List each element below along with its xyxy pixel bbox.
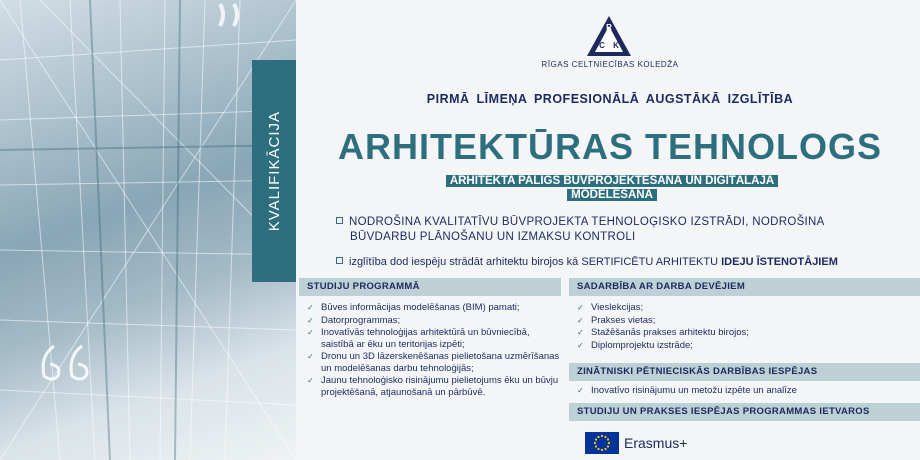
list-item-text: Vieslekcijas; [591,302,644,313]
qualification-label: KVALIFIKĀCIJA [265,110,283,232]
bullet-career-text: izglītība dod iespēju strādāt arhitektu birojos kā SERTIFICĒTU ARHITEKTU [349,256,719,268]
logo-letter-k: K [613,41,619,50]
list-item-text: Datorprogrammas; [321,314,401,326]
list-item [299,375,561,398]
bullet-career [336,255,896,270]
check-icon: ✓ [577,303,584,312]
bullet-quality [336,215,896,245]
list-item [569,340,920,352]
logo-letter-r: R [606,23,612,32]
opportunities-header: STUDIJU UN PRAKSES IESPĒJAS PROGRAMMAS IETVAROS [569,403,920,421]
program-list [299,302,561,399]
list-item-text: Inovatīvo risinājumu un metožu izpēte un analīze [591,385,797,396]
bullet-quality-line-2: BŪVDARBU PLĀNOŠANU UN IZMAKSU KONTROLI [350,231,636,243]
quote-mark-top-icon [214,0,264,40]
subtitle-line-2: MODELĒŠANĀ [567,189,657,201]
eu-flag-icon [585,432,619,454]
check-icon: ✓ [307,328,314,337]
program-header: STUDIJU PROGRAMMĀ [299,278,561,296]
list-item [299,327,561,350]
subtitle [418,174,806,202]
logo-letter-c: C [599,41,605,50]
quote-mark-bottom-icon [32,338,102,398]
erasmus-logo [585,431,715,455]
college-name: RĪGAS CELTNIECĪBAS KOLEDŽA [541,60,679,69]
bullet-career-bold: IDEJU ĪSTENOTĀJIEM [721,256,838,268]
research-list [569,385,920,398]
subtitle-line-1: ARHITEKTA PALĪGS BŪVPROJEKTĒŠANĀ UN DIGITĀLAJĀ [446,175,778,187]
list-item [569,302,920,314]
education-level: PIRMĀ LĪMEŅA PROFESIONĀLĀ AUGSTĀKĀ IZGLĪTĪBA [426,92,794,106]
check-icon: ✓ [307,352,314,361]
research-header: ZINĀTNISKI PĒTNIECISKĀS DARBĪBAS IESPĒJAS [569,363,920,381]
square-bullet-icon [336,217,343,224]
cooperation-header: SADARBĪBA AR DARBA DEVĒJIEM [569,278,920,296]
list-item-text: Dronu un 3D lāzerskenēšanas pielietošana uzmērīšanas un modelēšanas darbu tehnoloģijās; [321,351,560,374]
qualification-band [252,60,296,282]
cooperation-list [569,302,920,352]
page-title: ARHITEKTŪRAS TEHNOLOGS [338,126,882,167]
list-item [299,302,561,314]
rck-logo-icon [585,14,633,58]
list-item [299,351,561,374]
list-item [569,385,920,397]
list-item-text: Būves informācijas modelēšanas (BIM) pamati; [321,302,520,313]
list-item-text: Diplomprojektu izstrāde; [591,339,693,351]
list-item-text: Jaunu tehnoloģisko risinājumu pielietojums ēku un būvju projektēšanā, atjaunošanā un pārbūvē. [321,375,559,398]
list-item [569,327,920,339]
check-icon: ✓ [307,303,314,312]
list-item [569,315,920,327]
list-item-text: Stažēšanās prakses arhitektu birojos; [591,327,749,338]
list-item [299,315,561,327]
check-icon: ✓ [577,340,584,350]
erasmus-label: Erasmus+ [624,435,688,451]
square-bullet-icon [336,257,343,264]
bullet-quality-line-1: NODROŠINA KVALITATĪVU BŪVPROJEKTA TEHNOLOĢISKO IZSTRĀDI, NODROŠINA [349,216,825,228]
list-item-text: Inovatīvās tehnoloģijas arhitektūrā un būvniecībā, saistībā ar ēku un teritorijas izpēti; [321,327,530,350]
list-item-text: Prakses vietas; [591,314,656,326]
check-icon: ✓ [577,328,584,337]
check-icon: ✓ [577,386,584,395]
check-icon: ✓ [307,315,314,325]
check-icon: ✓ [307,376,314,385]
check-icon: ✓ [577,315,584,325]
